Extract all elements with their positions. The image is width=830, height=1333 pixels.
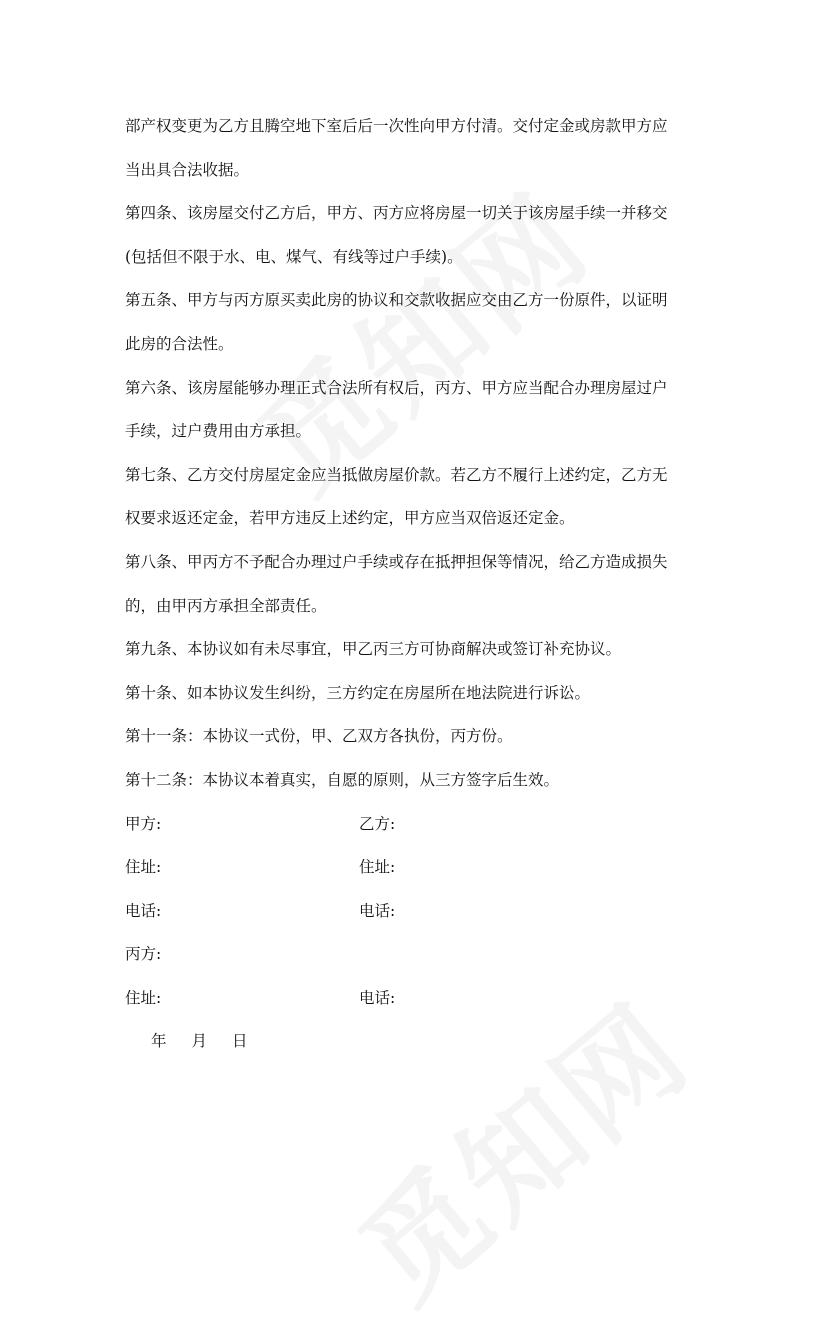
paragraph-line: 当出具合法收据。 (125, 160, 250, 179)
party-c-address-label: 住址: (125, 988, 162, 1007)
article-5-line: 第五条、甲方与丙方原买卖此房的协议和交款收据应交由乙方一份原件，以证明 (125, 291, 668, 310)
signature-row-party-c (125, 937, 725, 981)
article-7-line: 第七条、乙方交付房屋定金应当抵做房屋价款。若乙方不履行上述约定，乙方无 (125, 465, 668, 484)
article-12-line: 第十二条：本协议本着真实，自愿的原则，从三方签字后生效。 (125, 770, 560, 789)
party-c-phone-label: 电话: (359, 988, 396, 1007)
document-body (125, 109, 725, 1068)
signature-row-address (125, 850, 725, 894)
signature-row-phone (125, 894, 725, 938)
party-b-phone-label: 电话: (359, 901, 396, 920)
article-6-line: 手续，过户费用由方承担。 (125, 422, 312, 441)
date-row (125, 1024, 725, 1068)
article-9-line: 第九条、本协议如有未尽事宜，甲乙丙三方可协商解决或签订补充协议。 (125, 640, 622, 659)
paragraph-line: 部产权变更为乙方且腾空地下室后后一次性向甲方付清。交付定金或房款甲方应 (125, 117, 668, 135)
party-a-address-label: 住址: (125, 858, 162, 877)
article-5-line: 此房的合法性。 (125, 334, 234, 353)
article-8-line: 的，由甲丙方承担全部责任。 (125, 596, 327, 615)
article-7-line: 权要求返还定金，若甲方违反上述约定，甲方应当双倍返还定金。 (125, 509, 575, 528)
article-4-line: (包括但不限于水、电、煤气、有线等过户手续)。 (125, 247, 463, 266)
date-day: 日 (232, 1032, 248, 1051)
party-b-address-label: 住址: (359, 858, 396, 877)
article-4-line: 第四条、该房屋交付乙方后，甲方、丙方应将房屋一切关于该房屋手续一并移交 (125, 204, 668, 223)
date-month: 月 (191, 1032, 208, 1051)
party-b-label: 乙方: (359, 814, 396, 833)
signature-row-party-a-b (125, 807, 725, 851)
party-a-label: 甲方: (125, 814, 162, 833)
article-8-line: 第八条、甲丙方不予配合办理过户手续或存在抵押担保等情况，给乙方造成损失 (125, 552, 668, 571)
article-11-line: 第十一条：本协议一式份，甲、乙双方各执份，丙方份。 (125, 727, 513, 746)
signature-row-party-c-contact (125, 981, 725, 1025)
date-year: 年 (151, 1032, 167, 1051)
party-a-phone-label: 电话: (125, 901, 162, 920)
article-6-line: 第六条、该房屋能够办理正式合法所有权后，丙方、甲方应当配合办理房屋过户 (125, 378, 668, 397)
party-c-label: 丙方: (125, 945, 162, 964)
article-10-line: 第十条、如本协议发生纠纷，三方约定在房屋所在地法院进行诉讼。 (125, 683, 591, 702)
